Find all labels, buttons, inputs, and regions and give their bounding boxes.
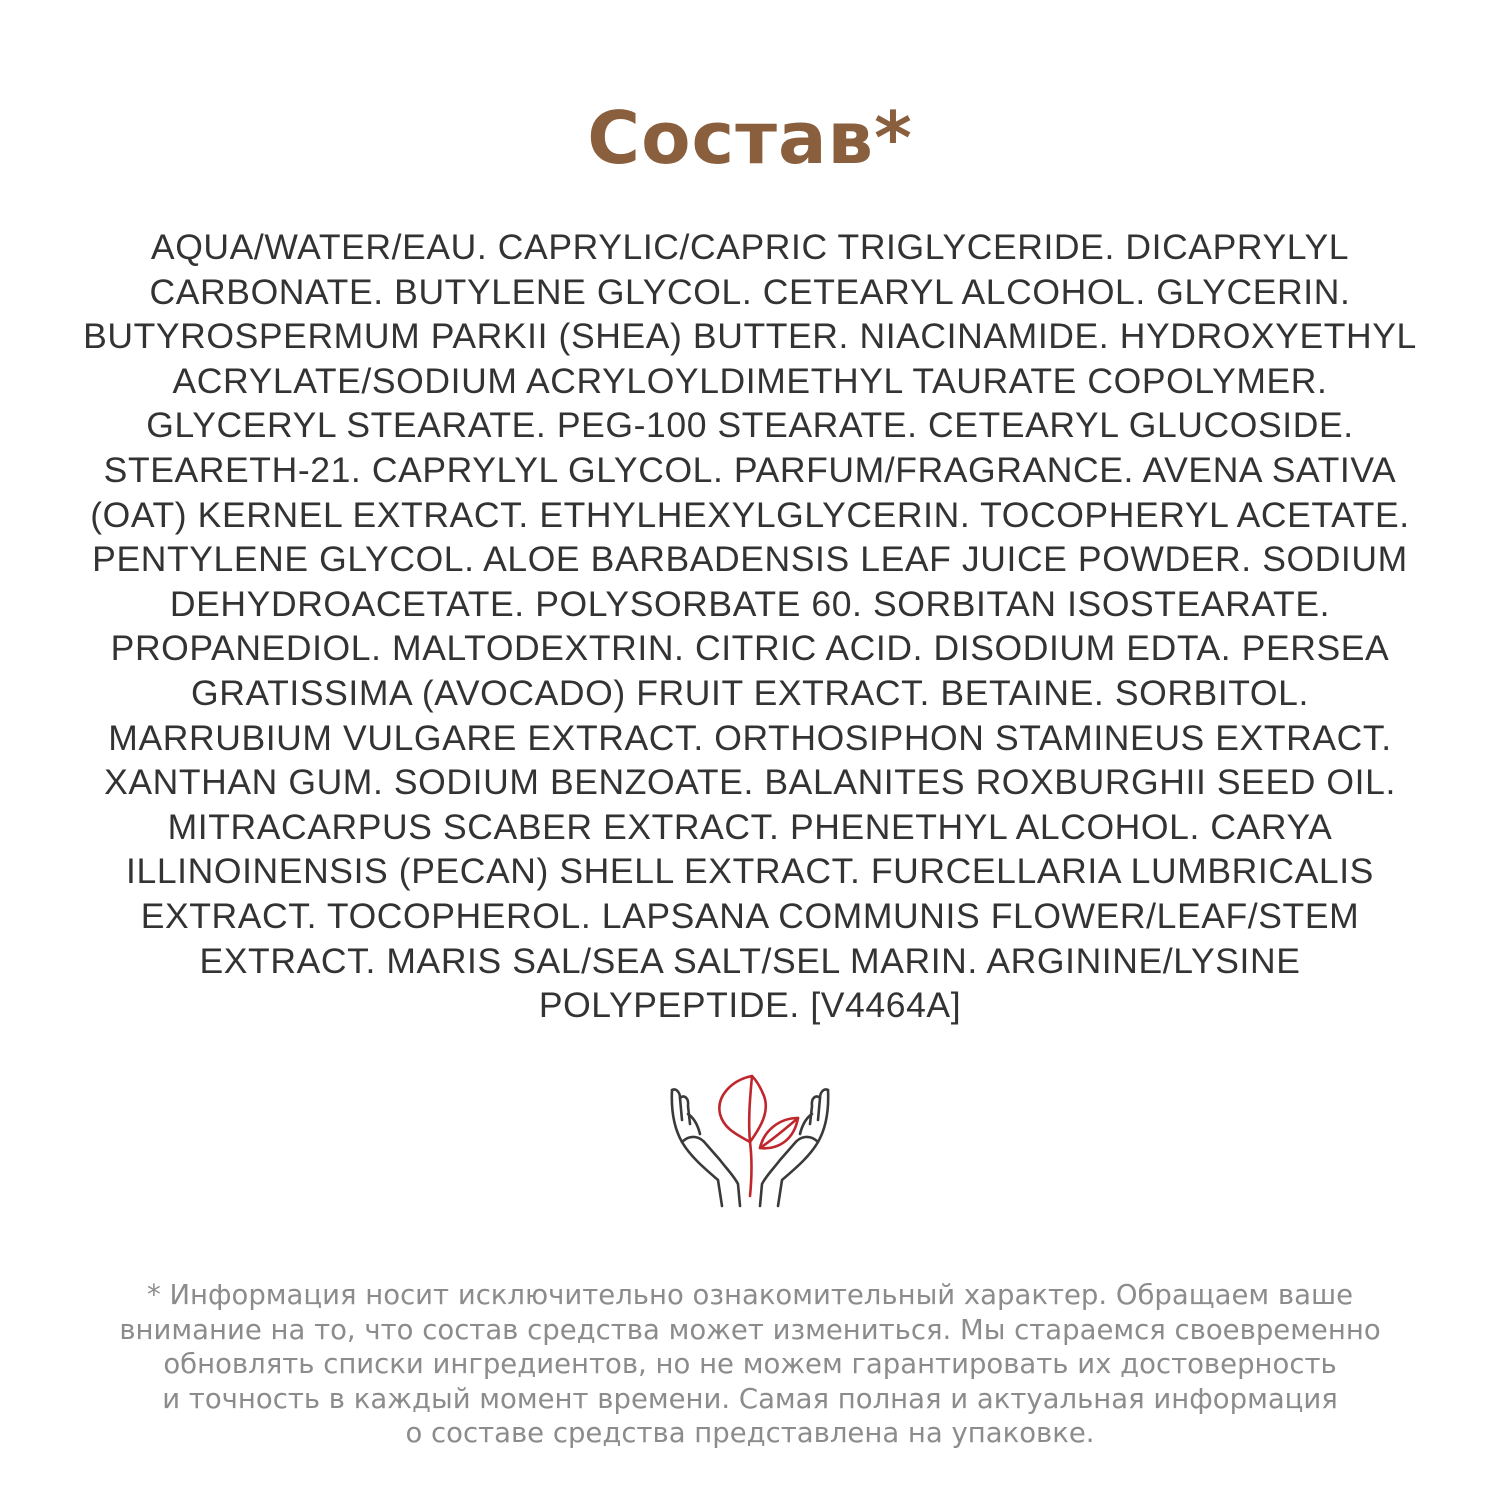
footnote-line: внимание на то, что состав средства может измениться. Мы стараемся своевременно	[119, 1313, 1381, 1346]
ingredients-line: STEARETH-21. CAPRYLYL GLYCOL. PARFUM/FRAGRANCE. AVENA SATIVA	[103, 449, 1397, 490]
ingredients-line: CARBONATE. BUTYLENE GLYCOL. CETEARYL ALCOHOL. GLYCERIN.	[149, 271, 1351, 312]
ingredients-list	[40, 225, 1460, 1028]
footnote-line: * Информация носит исключительно ознакомительный характер. Обращаем ваше	[146, 1279, 1354, 1311]
ingredients-line: (OAT) KERNEL EXTRACT. ETHYLHEXYLGLYCERIN. TOCOPHERYL ACETATE.	[90, 494, 1410, 535]
ingredients-line: EXTRACT. TOCOPHEROL. LAPSANA COMMUNIS FLOWER/LEAF/STEM	[140, 895, 1360, 936]
ingredients-line: XANTHAN GUM. SODIUM BENZOATE. BALANITES ROXBURGHII SEED OIL.	[104, 762, 1396, 803]
ingredients-line: PROPANEDIOL. MALTODEXTRIN. CITRIC ACID. DISODIUM EDTA. PERSEA	[110, 628, 1390, 669]
hands-holding-leaves-icon	[660, 1068, 840, 1213]
ingredients-line: DEHYDROACETATE. POLYSORBATE 60. SORBITAN ISOSTEARATE.	[169, 583, 1331, 624]
ingredients-line: MARRUBIUM VULGARE EXTRACT. ORTHOSIPHON STAMINEUS EXTRACT.	[108, 717, 1392, 758]
footnote-line: обновлять списки ингредиентов, но не можем гарантировать их достоверность	[163, 1348, 1337, 1380]
page-title: Состав*	[587, 96, 913, 180]
ingredients-line: BUTYROSPERMUM PARKII (SHEA) BUTTER. NIACINAMIDE. HYDROXYETHYL	[83, 316, 1417, 357]
footnote-line: о составе средства представлена на упаковке.	[405, 1417, 1095, 1449]
footnote-line: и точность в каждый момент времени. Самая полная и актуальная информация	[162, 1382, 1338, 1415]
ingredients-line: MITRACARPUS SCABER EXTRACT. PHENETHYL ALCOHOL. CARYA	[167, 806, 1333, 847]
ingredients-line: PENTYLENE GLYCOL. ALOE BARBADENSIS LEAF JUICE POWDER. SODIUM	[92, 539, 1408, 580]
ingredients-line: ILLINOINENSIS (PECAN) SHELL EXTRACT. FURCELLARIA LUMBRICALIS	[126, 851, 1374, 892]
ingredients-line: POLYPEPTIDE. [V4464A]	[538, 985, 962, 1026]
ingredients-line: AQUA/WATER/EAU. CAPRYLIC/CAPRIC TRIGLYCERIDE. DICAPRYLYL	[150, 227, 1350, 267]
ingredients-line: GLYCERYL STEARATE. PEG-100 STEARATE. CETEARYL GLUCOSIDE.	[146, 405, 1354, 446]
ingredients-line: EXTRACT. MARIS SAL/SEA SALT/SEL MARIN. ARGININE/LYSINE	[199, 940, 1301, 981]
ingredients-line: ACRYLATE/SODIUM ACRYLOYLDIMETHYL TAURATE COPOLYMER.	[172, 360, 1328, 401]
disclaimer-footnote	[40, 1278, 1460, 1451]
ingredients-line: GRATISSIMA (AVOCADO) FRUIT EXTRACT. BETAINE. SORBITOL.	[191, 672, 1309, 713]
